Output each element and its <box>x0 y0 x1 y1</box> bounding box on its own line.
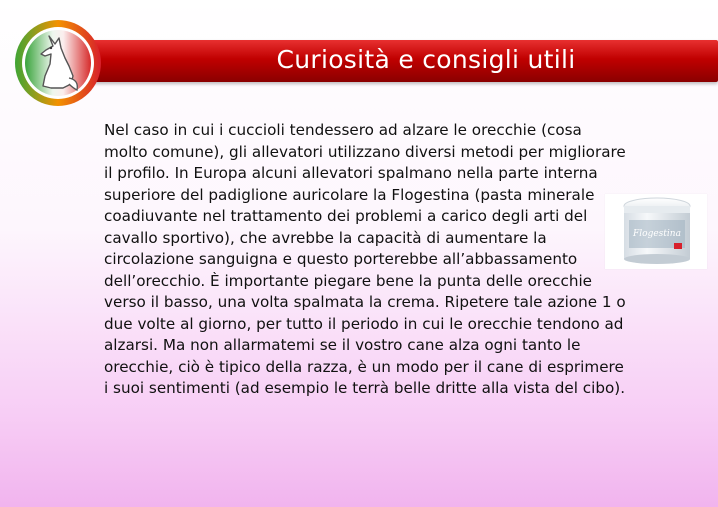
jar-label: Flogestina <box>633 229 681 239</box>
slide-title: Curiosità e consigli utili <box>276 45 576 74</box>
body-paragraph: Nel caso in cui i cuccioli tendessero ad alzare le orecchie (cosa molto comune), gli allevatori utilizzano diversi metodi per migliorare il profilo. In Europa alcuni allevatori spalmano nella parte interna superiore del padiglione auricolare la Flogestina (pasta minerale coadiuvante nel trattamento dei problemi a carico degli arti del cavallo sportivo), che avrebbe la capacità di aumentare la circolazione sanguigna e questo porterebbe all’abbassamento dell’orecchio. È importante piegare bene la punta delle orecchie verso il basso, una volta spalmata la crema. Ripetere tale azione 1 o due volte al giorno, per tutto il periodo in cui le orecchie tendono ad alzarsi. Ma non allarmatemi se il vostro cane alza ogni tanto le orecchie, ciò è tipico della razza, è un modo per il cane di esprimere i suoi sentimenti (ad esempio le terrà belle dritte alla vista del cibo). <box>104 121 626 397</box>
title-banner <box>78 40 718 82</box>
flogestina-jar-image <box>605 194 707 269</box>
dog-logo-icon <box>13 18 103 108</box>
